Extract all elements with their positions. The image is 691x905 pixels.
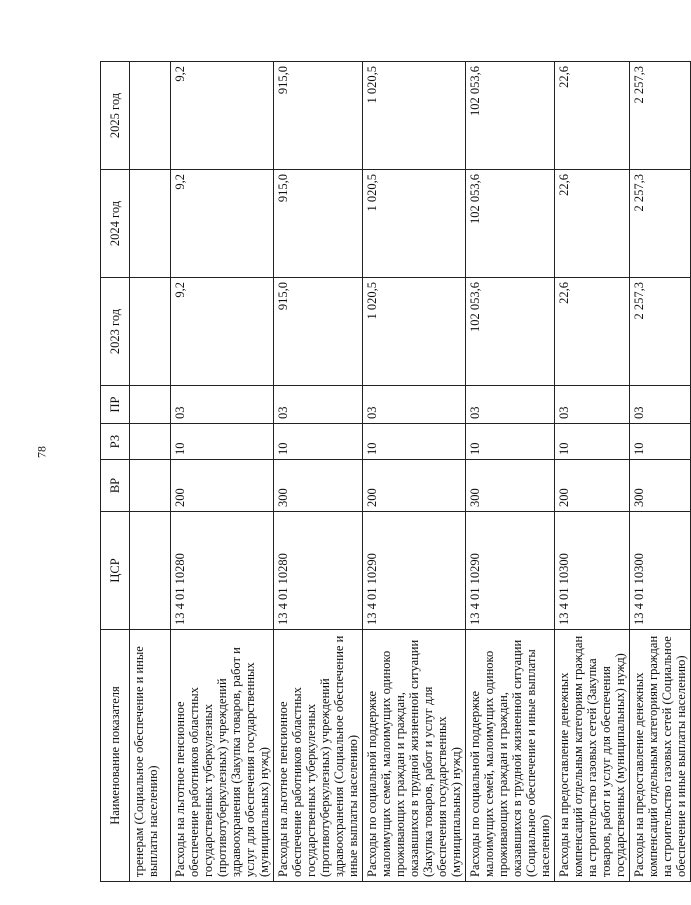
cell-2023: 9,2 xyxy=(171,278,274,386)
header-rz: РЗ xyxy=(101,424,130,460)
cell-vr: 300 xyxy=(466,460,555,512)
cell-name: Расходы по социальной поддержке малоимущих семей, малоимущих одиноко проживающих граждан и граждан, оказавшихся в трудной жизненной ситуации (Закупка товаров, работ и услуг для обеспечения государственных (муниципальных) нужд) xyxy=(363,630,466,882)
cell-csr: 13 4 01 10300 xyxy=(555,512,630,630)
cell-pr: 03 xyxy=(363,386,466,424)
cell-empty xyxy=(130,460,171,512)
cell-2025: 915,0 xyxy=(274,62,363,170)
header-pr: ПР xyxy=(101,386,130,424)
cell-name: Расходы на предоставление денежных компенсаций отдельным категориям граждан на строительство газовых сетей (Социальное обеспечение и иные выплаты населению) xyxy=(630,630,691,882)
cell-2024: 2 257,3 xyxy=(630,170,691,278)
cell-2025: 102 053,6 xyxy=(466,62,555,170)
cell-vr: 300 xyxy=(274,460,363,512)
cell-name: Расходы на льготное пенсионное обеспечение работников областных государственных туберкулезных (противотуберкулезных) учреждений здравоохранения (Закупка товаров, работ и услуг для обеспечения государственных (муниципальных) нужд) xyxy=(171,630,274,882)
table-row xyxy=(274,62,363,882)
cell-csr: 13 4 01 10280 xyxy=(274,512,363,630)
cell-2023: 915,0 xyxy=(274,278,363,386)
cell-rz: 10 xyxy=(630,424,691,460)
cell-vr: 200 xyxy=(363,460,466,512)
cell-pr: 03 xyxy=(630,386,691,424)
cell-2025: 1 020,5 xyxy=(363,62,466,170)
budget-table xyxy=(100,61,691,882)
cell-csr: 13 4 01 10280 xyxy=(171,512,274,630)
cell-pr: 03 xyxy=(555,386,630,424)
cell-2023: 22,6 xyxy=(555,278,630,386)
cell-name: Расходы на предоставление денежных компенсаций отдельным категориям граждан на строительство газовых сетей (Закупка товаров, работ и услуг для обеспечения государственных (муниципальных) нужд) xyxy=(555,630,630,882)
cell-empty xyxy=(130,170,171,278)
cell-vr: 300 xyxy=(630,460,691,512)
cell-2023: 2 257,3 xyxy=(630,278,691,386)
table-row-continuation xyxy=(130,62,171,882)
cell-rz: 10 xyxy=(171,424,274,460)
cell-2024: 22,6 xyxy=(555,170,630,278)
table-row xyxy=(555,62,630,882)
table-header-row xyxy=(101,62,130,882)
cell-empty xyxy=(130,386,171,424)
header-2025: 2025 год xyxy=(101,62,130,170)
cell-name: тренерам (Социальное обеспечение и иные выплаты населению) xyxy=(130,630,171,882)
cell-name: Расходы на льготное пенсионное обеспечение работников областных государственных туберкулезных (противотуберкулезных) учреждений здравоохранения (Социальное обеспечение и иные выплаты населению) xyxy=(274,630,363,882)
cell-rz: 10 xyxy=(363,424,466,460)
header-vr: ВР xyxy=(101,460,130,512)
table-row xyxy=(171,62,274,882)
cell-rz: 10 xyxy=(555,424,630,460)
cell-empty xyxy=(130,424,171,460)
cell-pr: 03 xyxy=(466,386,555,424)
cell-csr: 13 4 01 10290 xyxy=(466,512,555,630)
cell-rz: 10 xyxy=(466,424,555,460)
cell-empty xyxy=(130,278,171,386)
cell-2024: 102 053,6 xyxy=(466,170,555,278)
cell-2024: 1 020,5 xyxy=(363,170,466,278)
cell-2023: 1 020,5 xyxy=(363,278,466,386)
cell-name: Расходы по социальной поддержке малоимущих семей, малоимущих одиноко проживающих граждан и граждан, оказавшихся в трудной жизненной ситуации (Социальное обеспечение и иные выплаты населению) xyxy=(466,630,555,882)
table-row xyxy=(363,62,466,882)
cell-csr: 13 4 01 10290 xyxy=(363,512,466,630)
header-name: Наименование показателя xyxy=(101,630,130,882)
rotated-table-area xyxy=(100,62,688,882)
header-2024: 2024 год xyxy=(101,170,130,278)
table-row xyxy=(466,62,555,882)
header-2023: 2023 год xyxy=(101,278,130,386)
cell-2025: 9,2 xyxy=(171,62,274,170)
cell-2024: 9,2 xyxy=(171,170,274,278)
cell-vr: 200 xyxy=(171,460,274,512)
cell-empty xyxy=(130,62,171,170)
cell-vr: 200 xyxy=(555,460,630,512)
cell-rz: 10 xyxy=(274,424,363,460)
table-row xyxy=(630,62,691,882)
cell-2025: 22,6 xyxy=(555,62,630,170)
page-number: 78 xyxy=(34,446,49,458)
header-csr: ЦСР xyxy=(101,512,130,630)
cell-2023: 102 053,6 xyxy=(466,278,555,386)
cell-csr: 13 4 01 10300 xyxy=(630,512,691,630)
cell-empty xyxy=(130,512,171,630)
cell-pr: 03 xyxy=(274,386,363,424)
cell-pr: 03 xyxy=(171,386,274,424)
cell-2025: 2 257,3 xyxy=(630,62,691,170)
cell-2024: 915,0 xyxy=(274,170,363,278)
